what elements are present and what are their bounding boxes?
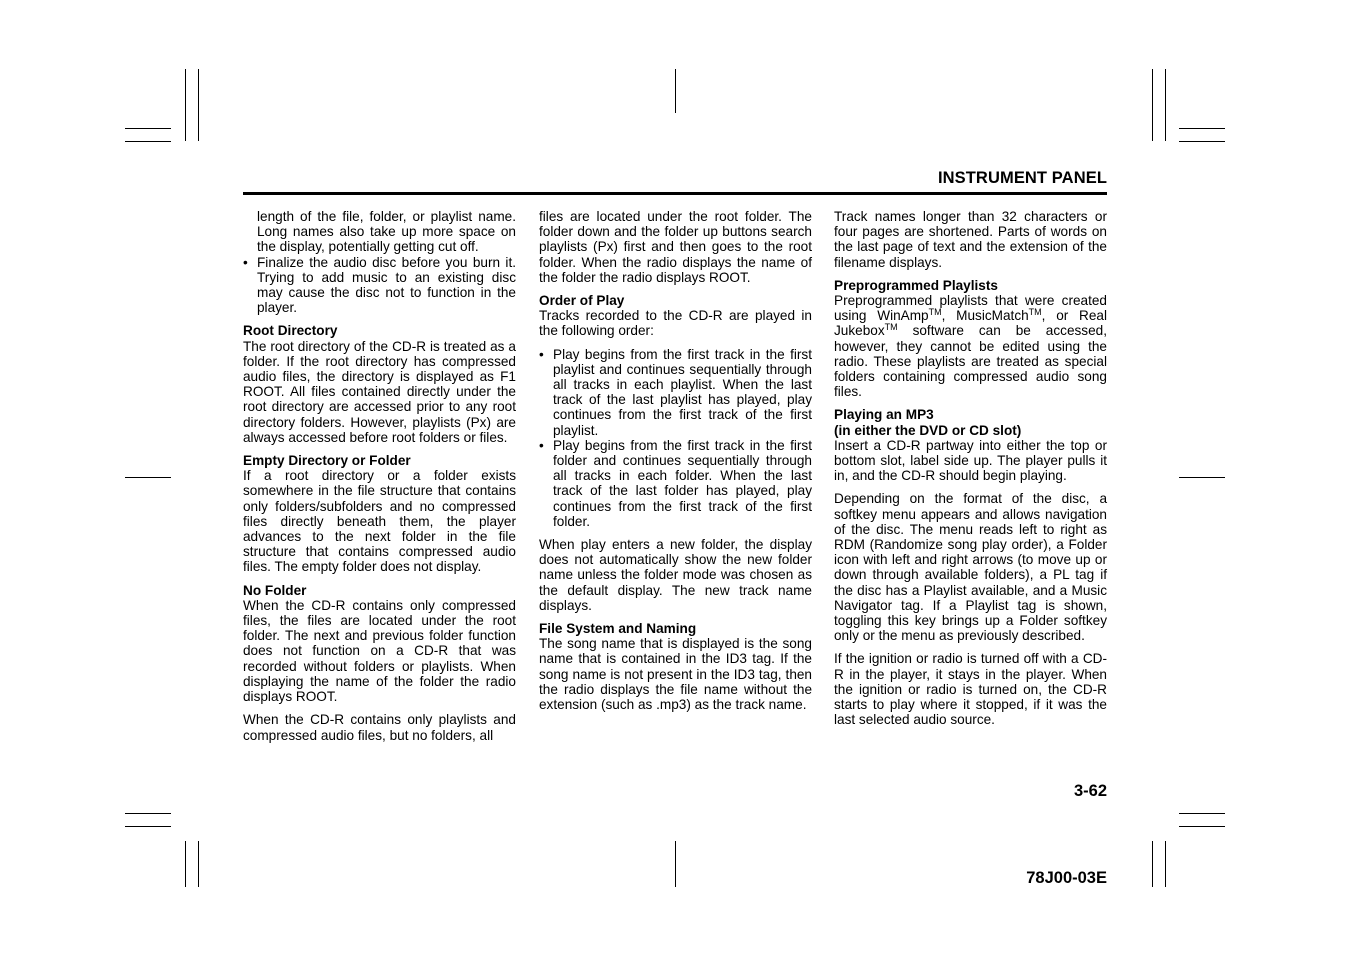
crop-mark bbox=[1179, 128, 1225, 129]
paragraph: If a root directory or a folder exists somewhere in the file structure that contains only folders/subfolders and no compressed files directly beneath them, the player advances to the next folder in the file structure that contains compressed audio files. The empty folder does not display. bbox=[243, 468, 516, 575]
page-number: 3-62 bbox=[1073, 782, 1107, 800]
crop-mark bbox=[1179, 141, 1225, 142]
list-item-text: Finalize the audio disc before you burn it. Trying to add music to an existing disc may cause the disc not to function in the player. bbox=[257, 254, 516, 316]
crop-mark bbox=[1179, 813, 1225, 814]
crop-mark bbox=[198, 841, 199, 887]
crop-mark bbox=[125, 141, 171, 142]
bullet-icon: • bbox=[539, 437, 544, 453]
paragraph: If the ignition or radio is turned off with a CD-R in the player, it stays in the player. When the ignition or radio is turned on, the CD-R starts to play where it stopped, if it was the last selected audio source. bbox=[834, 651, 1107, 728]
paragraph: Insert a CD-R partway into either the top or bottom slot, label side up. The player pulls it in, and the CD-R should begin playing. bbox=[834, 437, 1107, 484]
crop-mark bbox=[125, 128, 171, 129]
crop-mark bbox=[198, 69, 199, 141]
crop-mark bbox=[675, 69, 676, 113]
list-item-text: Play begins from the first track in the first folder and continues sequentially through all tracks in each folder. When the last track of the last folder has played, play continues from the first track of the first folder. bbox=[553, 437, 812, 529]
text-run: software can be accessed, however, they cannot be edited using the radio. These playlists are treated as special folders containing compressed audio song files. bbox=[834, 323, 1107, 400]
heading-playing-mp3-sub: (in either the DVD or CD slot) bbox=[834, 422, 1022, 438]
heading-empty-directory: Empty Directory or Folder bbox=[243, 453, 411, 469]
paragraph: When the CD-R contains only compressed files, the files are located under the root folder. The next and previous folder function does not function on a CD-R that was recorded without folders or playlists. When displaying the name of the folder the radio displays ROOT. bbox=[243, 597, 516, 705]
crop-mark bbox=[1152, 69, 1153, 141]
bullet-list bbox=[539, 347, 812, 529]
heading-no-folder: No Folder bbox=[243, 582, 307, 598]
list-item-text: Play begins from the first track in the first playlist and continues sequentially through all tracks in each playlist. When the last track of the last playlist has played, play continues from the first track of the first playlist. bbox=[553, 346, 812, 438]
document-code: 78J00-03E bbox=[1026, 869, 1107, 887]
heading-file-system: File System and Naming bbox=[539, 621, 697, 637]
list-item bbox=[539, 347, 812, 438]
list-item bbox=[243, 255, 516, 316]
crop-mark bbox=[185, 841, 186, 887]
trademark: TM bbox=[1028, 307, 1042, 318]
heading-root-directory: Root Directory bbox=[243, 323, 338, 339]
crop-mark bbox=[675, 841, 676, 887]
text-run: , MusicMatch bbox=[941, 308, 1029, 324]
crop-mark bbox=[1179, 826, 1225, 827]
heading-order-of-play: Order of Play bbox=[539, 293, 625, 309]
paragraph: When the CD-R contains only playlists and compressed audio files, but no folders, all bbox=[243, 712, 516, 743]
crop-mark bbox=[125, 477, 171, 478]
paragraph: The song name that is displayed is the song name that is contained in the ID3 tag. If the song name is not present in the ID3 tag, then the radio displays the file name without the extension (such as .mp3) as the track name. bbox=[539, 636, 812, 713]
column-middle bbox=[539, 209, 812, 720]
crop-mark bbox=[125, 826, 171, 827]
paragraph: files are located under the root folder. The folder down and the folder up buttons search playlists (Px) first and then goes to the root folder. When the radio displays the name of the folder the radio displays ROOT. bbox=[539, 209, 812, 285]
column-right bbox=[834, 209, 1107, 736]
crop-mark bbox=[1165, 69, 1166, 141]
bullet-list bbox=[243, 255, 516, 316]
paragraph: Tracks recorded to the CD-R are played in the following order: bbox=[539, 308, 812, 339]
paragraph: When play enters a new folder, the display does not automatically show the new folder name unless the folder mode was chosen as the default display. The new track name displays. bbox=[539, 537, 812, 613]
continued-text: length of the file, folder, or playlist name. Long names also take up more space on the display, potentially getting cut off. bbox=[257, 209, 516, 255]
crop-mark bbox=[1179, 477, 1225, 478]
column-left bbox=[243, 209, 516, 751]
paragraph: Depending on the format of the disc, a softkey menu appears and allows navigation of the disc. The menu reads left to right as RDM (Randomize song play order), a Folder icon with left and right arrows (to move up or down through available folders), a PL tag if the disc has a Playlist available, and a Music Navigator tag. If a Playlist tag is shown, toggling this key brings up a Folder softkey only or the menu as previously described. bbox=[834, 491, 1107, 644]
crop-mark bbox=[1165, 841, 1166, 887]
heading-playing-mp3: Playing an MP3 bbox=[834, 407, 934, 423]
heading-preprogrammed-playlists: Preprogrammed Playlists bbox=[834, 277, 998, 293]
bullet-icon: • bbox=[243, 254, 248, 270]
list-item bbox=[539, 438, 812, 529]
paragraph: Track names longer than 32 characters or four pages are shortened. Parts of words on the last page of text and the extension of the filename displays. bbox=[834, 209, 1107, 270]
crop-mark bbox=[185, 69, 186, 141]
trademark: TM bbox=[928, 307, 942, 318]
header-rule bbox=[243, 192, 1107, 195]
crop-mark bbox=[125, 813, 171, 814]
text-run: Preprogrammed playlists that were created using WinAmp bbox=[834, 293, 1107, 324]
bullet-icon: • bbox=[539, 346, 544, 362]
crop-mark bbox=[1152, 841, 1153, 887]
paragraph bbox=[834, 293, 1107, 399]
section-title: INSTRUMENT PANEL bbox=[937, 169, 1107, 187]
text-run: , or Real Jukebox bbox=[834, 308, 1107, 339]
paragraph: The root directory of the CD-R is treated as a folder. If the root directory has compressed audio files, the directory is displayed as F1 ROOT. All files contained directly under the root directory are accessed prior to any root directory folders. However, playlists (Px) are always accessed before root folders or files. bbox=[243, 338, 516, 445]
trademark: TM bbox=[884, 322, 898, 333]
